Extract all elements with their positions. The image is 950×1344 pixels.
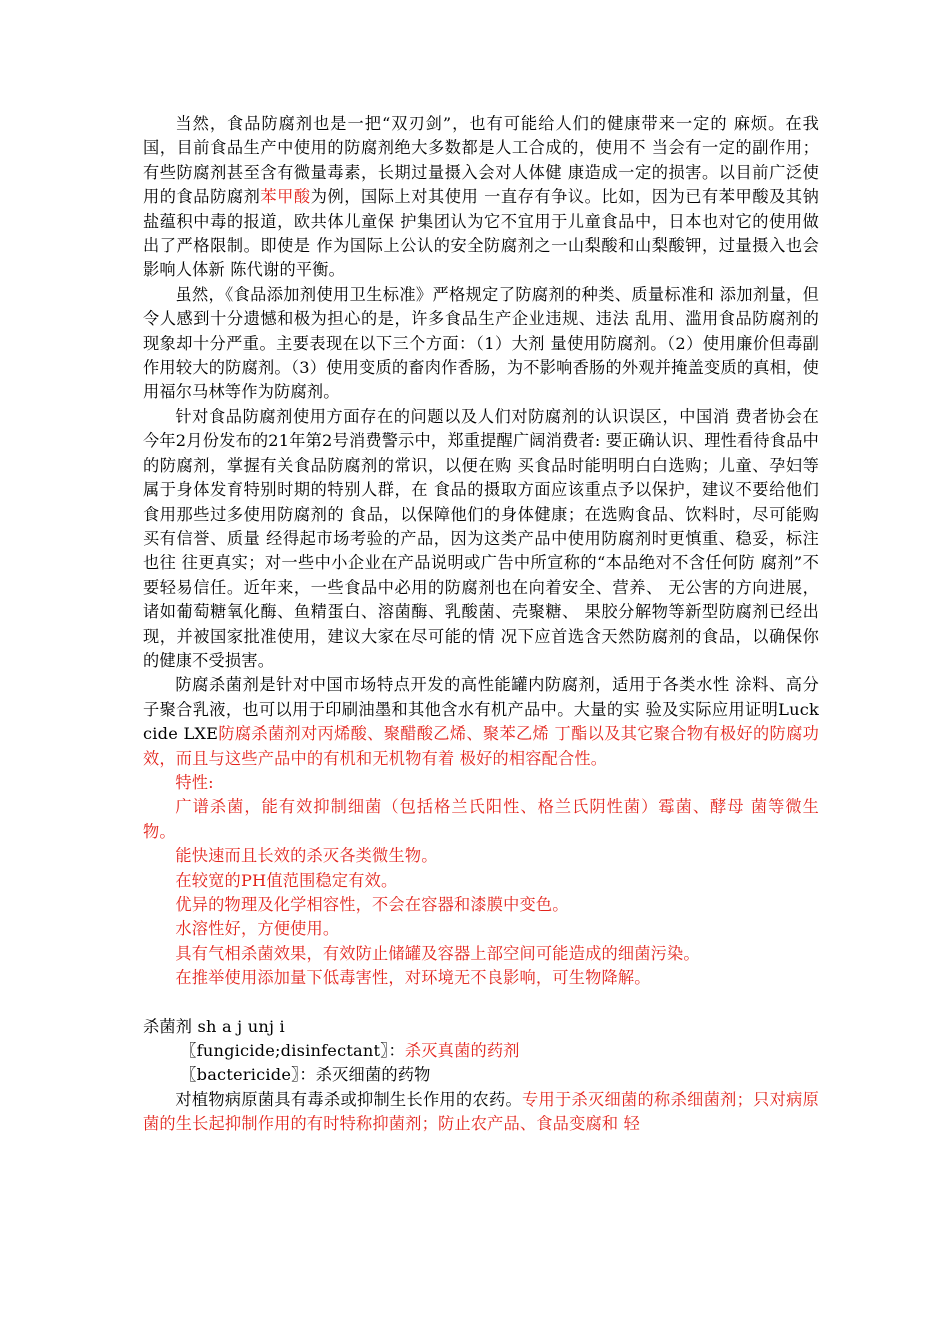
feature-item: 具有气相杀菌效果，有效防止储罐及容器上部空间可能造成的细菌污染。 <box>175 943 700 963</box>
highlight-product-efficacy: 防腐杀菌剂对丙烯酸、聚醋酸乙烯、聚苯乙烯 丁酯以及其它聚合物有极好的防腐功效，而且与这些产品中的有机和无机物有着 极好的相容配合性。 <box>143 724 819 768</box>
definition-chinese: 杀灭真菌的药剂 <box>404 1041 520 1061</box>
term-definition-fungicide <box>143 1039 819 1063</box>
paragraph-standards-violations: 虽然，《食品添加剂使用卫生标准》严格规定了防腐剂的种类、质量标准和 添加剂量，但令人感到十分遗憾和极为担心的是，许多食品生产企业违规、违法 乱用、滥用食品防腐剂的现象却十分严重。主要表现在以下三个方面：（1）大剂 量使用防腐剂。（2）使用廉价但毒副作用较大的防腐剂。（3）使用变质的畜肉作香肠，为不影响香肠的外观并掩盖变质的真相，使用福尔马林等作为防腐剂。 <box>143 284 819 402</box>
feature-item: 在较宽的PH值范围稳定有效。 <box>175 870 398 890</box>
term-heading: 杀菌剂 sh a j unj i <box>143 1016 285 1036</box>
highlight-term-body: 专用于杀灭细菌的称杀细菌剂；只对病原菌的生长起抑制作用的有时特称抑菌剂；防止农产品、食品变腐和 轻 <box>143 1089 819 1134</box>
paragraph-consumer-warning: 针对食品防腐剂使用方面存在的问题以及人们对防腐剂的认识误区，中国消 费者协会在今年2月份发布的21年第2号消费警示中，郑重提醒广阔消费者: 要正确认识、理性看待食品中的防腐剂，掌握有关食品防腐剂的常识，以便在购 买食品时能明明白白选购；儿童、孕妇等属于身体发育特别时期的特别人群，在 食品的摄取方面应该重点予以保护，建议不要给他们食用那些过多使用防腐剂的 食品，以保障他们的身体健康；在选购食品、饮料时，尽可能购买有信誉、质量 经得起市场考验的产品，因为这类产品中使用防腐剂时更慎重、稳妥，标注也往 往更真实；对一些中小企业在产品说明或广告中所宣称的“本品绝对不含任何防 腐剂”不要轻易信任。近年来，一些食品中必用的防腐剂也在向着安全、营养、 无公害的方向进展，诸如葡萄糖氧化酶、鱼精蛋白、溶菌酶、乳酸菌、壳聚糖、 果胶分解物等新型防腐剂已经出现，并被国家批准使用，建议大家在尽可能的情 况下应首选含天然防腐剂的食品，以确保你的健康不受损害。 <box>143 406 819 670</box>
highlight-benzoic-acid: 苯甲酸 <box>260 187 311 207</box>
paragraph-product-intro <box>143 673 819 771</box>
definition-english: 〖fungicide;disinfectant〗： <box>180 1041 405 1061</box>
paragraph-text: 当然，食品防腐剂也是一把“双刃剑”，也有可能给人们的健康带来一定的 麻烦。在我国，目前食品生产中使用的防腐剂绝大多数都是人工合成的，使用不 当会有一定的副作用；有些防腐剂甚至含有微量毒素，长期过量摄入会对人体健 康造成一定的损害。以目前广泛使用的食品防腐剂 <box>143 114 819 207</box>
feature-item: 优异的物理及化学相容性，不会在容器和漆膜中变色。 <box>175 895 569 914</box>
paragraph-text: 对植物病原菌具有毒杀或抑制生长作用的农药。 <box>175 1089 523 1109</box>
feature-item: 能快速而且长效的杀灭各类微生物。 <box>175 846 438 866</box>
document-page <box>143 112 819 1137</box>
feature-item: 水溶性好，方便使用。 <box>175 919 340 939</box>
spacer <box>143 991 819 1015</box>
paragraph-text: 防腐杀菌剂是针对中国市场特点开发的高性能罐内防腐剂，适用于各类水性 涂料、高分子聚合乳液，也可以用于印刷油墨和其他含水有机产品中。大量的实 验及实际应用证明Luckcide LXE <box>143 675 819 744</box>
paragraph-term-body <box>143 1088 819 1137</box>
feature-item: 在推举使用添加量下低毒害性，对环境无不良影响，可生物降解。 <box>175 968 651 988</box>
paragraph-preservative-risks <box>143 112 819 283</box>
definition-chinese: 杀灭细菌的药物 <box>315 1065 431 1085</box>
term-definition-bactericide <box>143 1063 819 1087</box>
features-title: 特性: <box>175 772 214 792</box>
paragraph-text: 为例，国际上对其使用 一直存有争议。比如，因为已有苯甲酸及其钠盐蕴积中毒的报道，欧共体儿童保 护集团认为它不宜用于儿童食品中，日本也对它的使用做出了严格限制。即使是 作为国际上公认的安全防腐剂之一山梨酸和山梨酸钾，过量摄入也会影响人体新 陈代谢的平衡。 <box>143 187 820 280</box>
definition-english: 〖bactericide〗： <box>180 1065 316 1085</box>
feature-item: 广谱杀菌，能有效抑制细菌（包括格兰氏阳性、格兰氏阴性菌）霉菌、酵母 菌等微生物。 <box>143 797 819 841</box>
